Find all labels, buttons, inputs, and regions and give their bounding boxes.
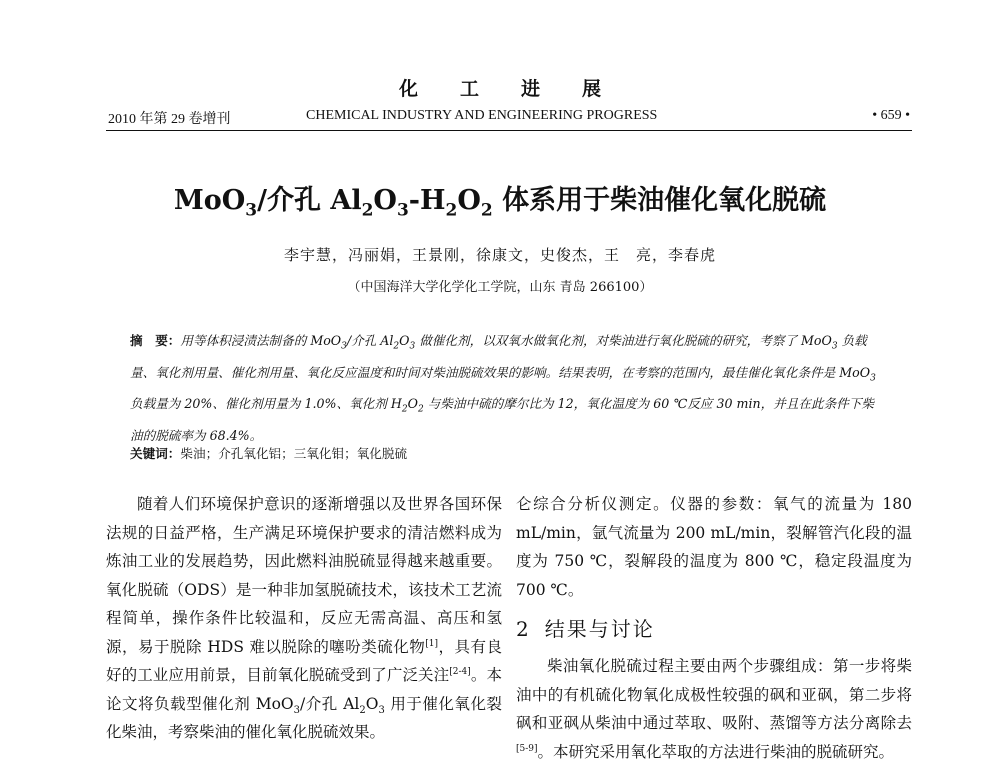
page-number: • 659 • [872,108,910,123]
section-heading [516,614,912,644]
paper-title: MoO$_3$/介孔 $Al_2O_3-H_2O_2$ 体系用于柴油催化氧化脱硫 [173,185,827,221]
section-title: 结果与讨论 [544,617,655,641]
journal-name-en: CHEMICAL INDUSTRY AND ENGINEERING PROGRESS [306,108,658,123]
intro-paragraph: 随着人们环境保护意识的逐渐增强以及世界各国环保法规的日益严格，生产满足环境保护要求的清洁燃料成为炼油工业的发展趋势，因此燃料油脱硫显得越来越重要。氧化脱硫（ODS）是一种非加氢脱硫技术，该技术工艺流程简单，操作条件比较温和，反应无需高温、高压和氢源，易于脱除 HDS 难以脱除的噻吩类硫化物[1]，具有良好的工业应用前景，目前氧化脱硫受到了广泛关注[2-4]。本论文将负载型催化剂 MoO$_3$/介孔 $Al_2O_3$ 用于催化氧化裂化柴油，考察柴油的催化氧化脱硫效果。 [106,495,502,741]
keywords-label: 关键词： [130,446,181,461]
abstract-label: 摘 要： [130,333,181,348]
journal-name: 化工进展 [398,78,643,100]
keywords [130,441,880,467]
instrument-paragraph: 仑综合分析仪测定。仪器的参数：氧气的流量为 180 mL/min，氩气流量为 200 mL/min，裂解管汽化段的温度为 750 ℃，裂解段的温度为 800 ℃，稳定段温度为 700 ℃。 [516,495,912,599]
body-right-column [516,490,912,766]
running-header [106,106,912,131]
results-paragraph: 柴油氧化脱硫过程主要由两个步骤组成：第一步将柴油中的有机硫化物氧化成极性较强的砜和亚砜，第二步将砜和亚砜从柴油中通过萃取、吸附、蒸馏等方法分离除去[5-9]。本研究采用氧化萃取的方法进行柴油的脱硫研究。 [516,657,912,761]
abstract: 摘 要：用等体积浸渍法制备的 MoO$_3$/介孔 $Al_2O_3$ 做催化剂，以双氧水做氧化剂，对柴油进行氧化脱硫的研究，考察了 MoO$_3$ 负载量、氧化剂用量、催化剂用量、氧化反应温度和时间对柴油脱硫效果的影响。结果表明，在考察的范围内，最佳催化氧化条件是 MoO$_3$ 负载量为 20%、催化剂用量为 1.0%、氧化剂 $H_2O_2$ 与柴油中硫的摩尔比为 12，氧化温度为 60 ℃反应 30 min，并且在此条件下柴油的脱硫率为 68.4%。 [130,333,876,443]
section-number: 2 [516,617,531,641]
affiliation: （中国海洋大学化学化工学院，山东 青岛 266100） [347,280,653,295]
author-list: 李宇慧，冯丽娟，王景刚，徐康文，史俊杰，王 亮，李春虎 [283,246,716,264]
keywords-text: 柴油；介孔氧化铝；三氧化钼；氧化脱硫 [180,446,408,461]
issue-info: 2010 年第 29 卷增刊 [108,112,231,127]
body-left-column [106,490,502,747]
